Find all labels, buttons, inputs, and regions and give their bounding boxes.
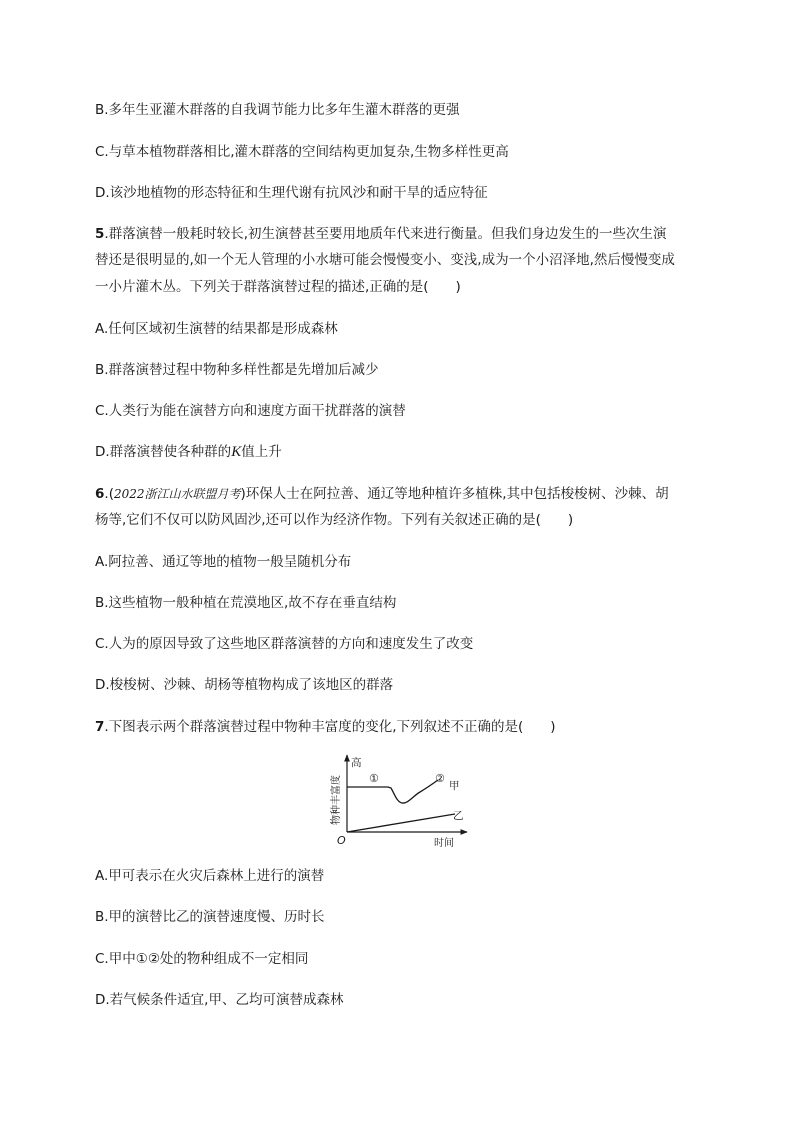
curve-yi <box>347 814 455 832</box>
q5-stem-line-2: 替还是很明显的,如一个无人管理的小水塘可能会慢慢变小、变浅,成为一个小沼泽地,然后慢慢变成 <box>95 252 675 268</box>
q6-option-d: D.梭梭树、沙棘、胡杨等植物构成了该地区的群落 <box>95 677 394 693</box>
succession-figure <box>325 752 475 848</box>
marker-2: ② <box>435 772 445 785</box>
q7-option-c: C.甲中①②处的物种组成不一定相同 <box>95 951 309 967</box>
q6-stem-line-2: 杨等,它们不仅可以防风固沙,还可以作为经济作物。下列有关叙述正确的是( ) <box>95 512 574 528</box>
q6-option-b: B.这些植物一般种植在荒漠地区,故不存在垂直结构 <box>95 595 397 611</box>
q5-stem-line-1: 5.群落演替一般耗时较长,初生演替甚至要用地质年代来进行衡量。但我们身边发生的一些次生演 <box>95 226 667 242</box>
q6-option-a: A.阿拉善、通辽等地的植物一般呈随机分布 <box>95 554 352 570</box>
marker-1: ① <box>369 772 379 785</box>
curve-jia <box>347 780 438 803</box>
q5-stem-line-3: 一小片灌木丛。下列关于群落演替过程的描述,正确的是( ) <box>95 279 461 295</box>
curve-yi-label: 乙 <box>453 810 464 822</box>
q6-stem-line-1: 6.(2022浙江山水联盟月考)环保人士在阿拉善、通辽等地种植许多植株,其中包括梭梭树、沙棘、胡 <box>95 486 669 502</box>
q5-number: 5 <box>95 226 105 242</box>
q6-source: 2022浙江山水联盟月考 <box>113 487 241 501</box>
q7-option-d: D.若气候条件适宜,甲、乙均可演替成森林 <box>95 992 344 1008</box>
k-variable: K <box>231 444 242 460</box>
q4-option-d: D.该沙地植物的形态特征和生理代谢有抗风沙和耐干旱的适应特征 <box>95 185 488 201</box>
q5-option-d: D.群落演替使各种群的K值上升 <box>95 444 282 460</box>
q5-option-b: B.群落演替过程中物种多样性都是先增加后减少 <box>95 362 379 378</box>
q4-option-b: B.多年生亚灌木群落的自我调节能力比多年生灌木群落的更强 <box>95 102 460 118</box>
q5-option-c: C.人类行为能在演替方向和速度方面干扰群落的演替 <box>95 403 406 419</box>
curve-jia-label: 甲 <box>449 780 460 792</box>
q7-option-b: B.甲的演替比乙的演替速度慢、历时长 <box>95 909 325 925</box>
q5-option-a: A.任何区域初生演替的结果都是形成森林 <box>95 321 338 337</box>
q6-number: 6 <box>95 486 105 502</box>
q7-number: 7 <box>95 719 105 735</box>
x-axis-label: 时间 <box>434 838 454 848</box>
y-axis-label: 物种丰富度 <box>331 775 342 825</box>
q7-option-a: A.甲可表示在火灾后森林上进行的演替 <box>95 868 325 884</box>
q7-stem: 7.下图表示两个群落演替过程中物种丰富度的变化,下列叙述不正确的是( ) <box>95 719 556 735</box>
origin-label: O <box>337 834 346 847</box>
q4-option-c: C.与草本植物群落相比,灌木群落的空间结构更加复杂,生物多样性更高 <box>95 144 509 160</box>
y-top-label: 高 <box>351 757 362 769</box>
q6-option-c: C.人为的原因导致了这些地区群落演替的方向和速度发生了改变 <box>95 636 474 652</box>
